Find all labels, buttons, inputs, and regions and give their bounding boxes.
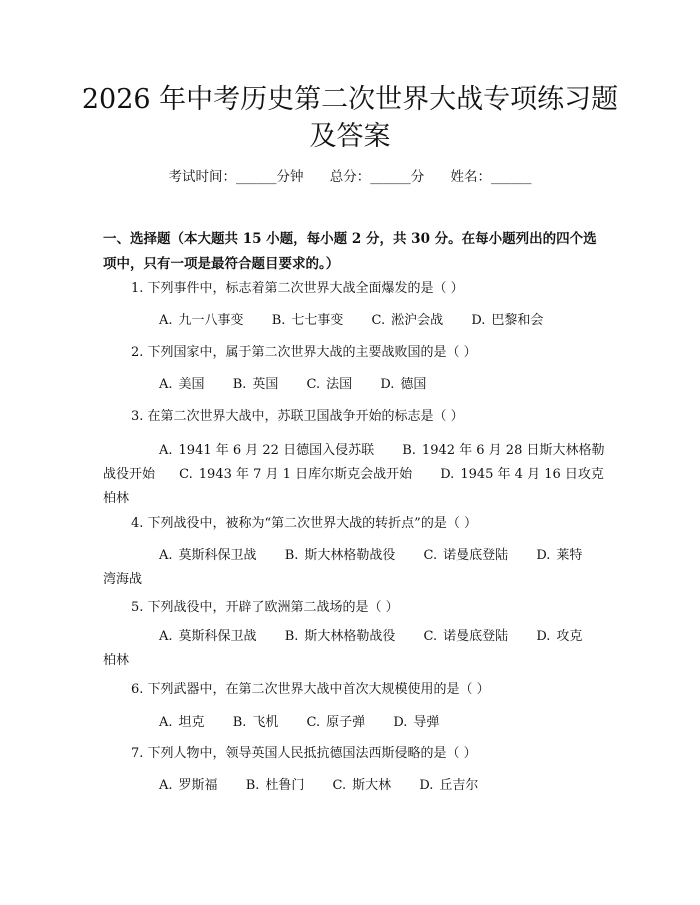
option-a: A. 1941 年 6 月 22 日德国入侵苏联 bbox=[159, 443, 375, 458]
section-heading: 一、选择题（本大题共 15 小题，每小题 2 分，共 30 分。在每小题列出的四个选 bbox=[103, 231, 597, 247]
question-5: 5. 下列战役中，开辟了欧洲第二战场的是（ ） bbox=[131, 600, 399, 615]
option-d-continued: 柏林 bbox=[103, 653, 130, 668]
question-3-options-continued bbox=[103, 466, 604, 484]
option-b: B. 斯大林格勒战役 bbox=[284, 629, 396, 644]
question-4-options bbox=[159, 547, 582, 565]
question-3: 3. 在第二次世界大战中，苏联卫国战争开始的标志是（ ） bbox=[131, 409, 464, 424]
option-d: D. 攻克 bbox=[536, 629, 583, 644]
option-c: C. 淞沪会战 bbox=[371, 313, 444, 328]
score-unit: 分 bbox=[410, 169, 425, 185]
section-heading-continued: 项中，只有一项是最符合题目要求的。） bbox=[103, 256, 340, 272]
option-d: D. 莱特 bbox=[536, 548, 583, 563]
question-3-options bbox=[159, 442, 604, 460]
option-c: C. 1943 年 7 月 1 日库尔斯克会战开始 bbox=[179, 467, 413, 482]
question-6-options bbox=[159, 714, 439, 732]
option-c: C. 原子弹 bbox=[306, 715, 366, 730]
question-3-options-continued-2 bbox=[103, 490, 129, 508]
option-d: D. 导弹 bbox=[393, 715, 440, 730]
option-d: D. 丘吉尔 bbox=[419, 778, 479, 793]
name-blank: ______ bbox=[491, 169, 532, 185]
option-b: B. 杜鲁门 bbox=[245, 778, 305, 793]
option-d: D. 德国 bbox=[380, 377, 427, 392]
question-7: 7. 下列人物中，领导英国人民抵抗德国法西斯侵略的是（ ） bbox=[131, 746, 477, 761]
question-2: 2. 下列国家中，属于第二次世界大战的主要战败国的是（ ） bbox=[131, 345, 477, 360]
score-label: 总分： bbox=[329, 169, 371, 185]
question-5-options-continued bbox=[103, 652, 129, 670]
option-b: B. 1942 年 6 月 28 日斯大林格勒 bbox=[402, 443, 605, 458]
exam-info bbox=[0, 168, 700, 186]
option-a: A. 九一八事变 bbox=[159, 313, 244, 328]
option-b-continued: 战役开始 bbox=[103, 467, 156, 482]
option-c: C. 斯大林 bbox=[332, 778, 392, 793]
option-a: A. 罗斯福 bbox=[159, 778, 218, 793]
option-b: B. 飞机 bbox=[232, 715, 279, 730]
option-a: A. 坦克 bbox=[159, 715, 205, 730]
option-a: A. 莫斯科保卫战 bbox=[159, 548, 257, 563]
option-d: D. 1945 年 4 月 16 日攻克 bbox=[440, 467, 604, 482]
page-title-continued: 及答案 bbox=[309, 121, 391, 152]
option-d-continued: 湾海战 bbox=[103, 572, 143, 587]
question-7-options bbox=[159, 777, 478, 795]
question-2-options bbox=[159, 376, 426, 394]
question-4: 4. 下列战役中，被称为“第二次世界大战的转折点”的是（ ） bbox=[131, 516, 477, 531]
question-6: 6. 下列武器中，在第二次世界大战中首次大规模使用的是（ ） bbox=[131, 682, 490, 697]
option-c: C. 诺曼底登陆 bbox=[423, 629, 509, 644]
question-4-options-continued bbox=[103, 571, 142, 589]
option-c: C. 诺曼底登陆 bbox=[423, 548, 509, 563]
option-a: A. 莫斯科保卫战 bbox=[159, 629, 257, 644]
option-b: B. 斯大林格勒战役 bbox=[284, 548, 396, 563]
option-b: B. 七七事变 bbox=[271, 313, 344, 328]
time-unit: 分钟 bbox=[276, 169, 304, 185]
option-a: A. 美国 bbox=[159, 377, 205, 392]
name-label: 姓名： bbox=[450, 169, 492, 185]
option-b: B. 英国 bbox=[232, 377, 279, 392]
time-label: 考试时间： bbox=[168, 169, 236, 185]
time-blank: ______ bbox=[235, 169, 277, 185]
option-d-continued: 柏林 bbox=[103, 491, 130, 506]
option-c: C. 法国 bbox=[306, 377, 353, 392]
question-5-options bbox=[159, 628, 582, 646]
option-d: D. 巴黎和会 bbox=[471, 313, 544, 328]
score-blank: ______ bbox=[370, 169, 411, 185]
page-title: 2026 年中考历史第二次世界大战专项练习题 bbox=[81, 84, 619, 115]
question-1-options bbox=[159, 312, 543, 330]
question-1: 1. 下列事件中，标志着第二次世界大战全面爆发的是（ ） bbox=[131, 281, 464, 296]
